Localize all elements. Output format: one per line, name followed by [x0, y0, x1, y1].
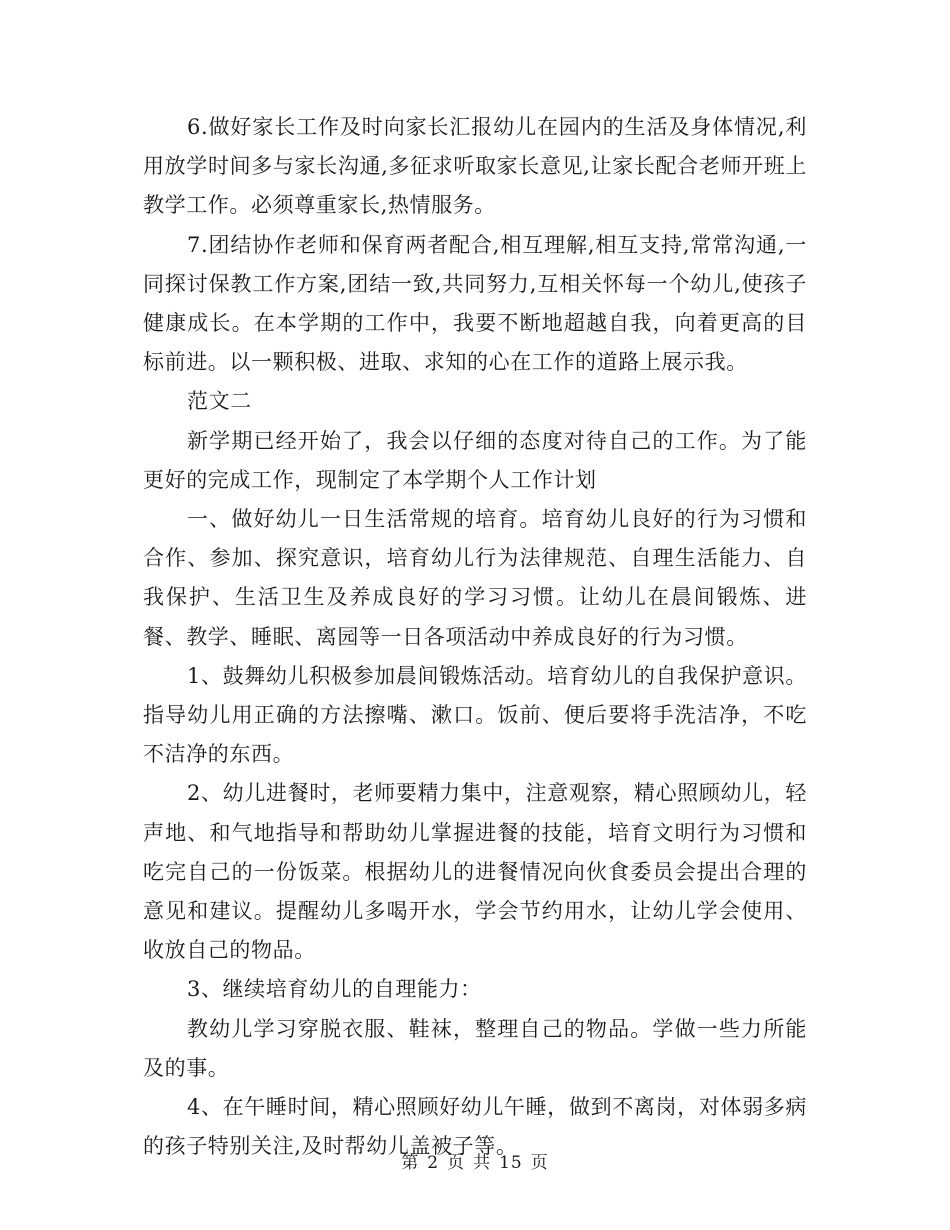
paragraph-item-6: 6.做好家长工作及时向家长汇报幼儿在园内的生活及身体情况,利用放学时间多与家长沟通,多征求听取家长意见,让家长配合老师开班上教学工作。必须尊重家长,热情服务。 [143, 115, 807, 218]
footer-prefix: 第 [401, 1153, 420, 1173]
footer-middle: 页 [447, 1153, 466, 1173]
paragraph-item-7: 7.团结协作老师和保育两者配合,相互理解,相互支持,常常沟通,一同探讨保教工作方案,团结一致,共同努力,互相关怀每一个幼儿,使孩子健康成长。在本学期的工作中，我要不断地超越自我，向着更高的目标前进。以一颗积极、进取、求知的心在工作的道路上展示我。 [143, 232, 807, 375]
paragraph-point-4: 4、在午睡时间，精心照顾好幼儿午睡，做到不离岗，对体弱多病的孩子特别关注,及时帮幼儿盖被子等。 [143, 1095, 807, 1159]
paragraph-point-1: 1、鼓舞幼儿积极参加晨间锻炼活动。培育幼儿的自我保护意识。指导幼儿用正确的方法擦嘴、漱口。饭前、便后要将手洗洁净，不吃不洁净的东西。 [143, 663, 807, 767]
paragraph-section-one: 一、做好幼儿一日生活常规的培育。培育幼儿良好的行为习惯和合作、参加、探究意识，培育幼儿行为法律规范、自理生活能力、自我保护、生活卫生及养成良好的学习习惯。让幼儿在晨间锻炼、进餐、教学、睡眠、离园等一日各项活动中养成良好的行为习惯。 [143, 507, 807, 649]
page-footer [0, 1148, 950, 1173]
paragraph-intro: 新学期已经开始了，我会以仔细的态度对待自己的工作。为了能更好的完成工作，现制定了本学期个人工作计划 [143, 428, 807, 492]
footer-suffix: 页 [530, 1153, 549, 1173]
footer-of: 共 [473, 1153, 492, 1173]
paragraph-point-2: 2、幼儿进餐时，老师要精力集中，注意观察，精心照顾幼儿，轻声地、和气地指导和帮助幼儿掌握进餐的技能，培育文明行为习惯和吃完自己的一份饭菜。根据幼儿的进餐情况向伙食委员会提出合理的意见和建议。提醒幼儿多喝开水，学会节约用水，让幼儿学会使用、收放自己的物品。 [143, 781, 807, 963]
section-heading-fanwen-er: 范文二 [187, 389, 252, 414]
paragraph-point-3: 3、继续培育幼儿的自理能力： [187, 977, 482, 1002]
footer-current-page: 2 [427, 1153, 440, 1173]
footer-total-pages: 15 [499, 1153, 523, 1173]
paragraph-point-3-detail: 教幼儿学习穿脱衣服、鞋袜，整理自己的物品。学做一些力所能及的事。 [143, 1016, 807, 1080]
document-body [143, 108, 807, 1166]
